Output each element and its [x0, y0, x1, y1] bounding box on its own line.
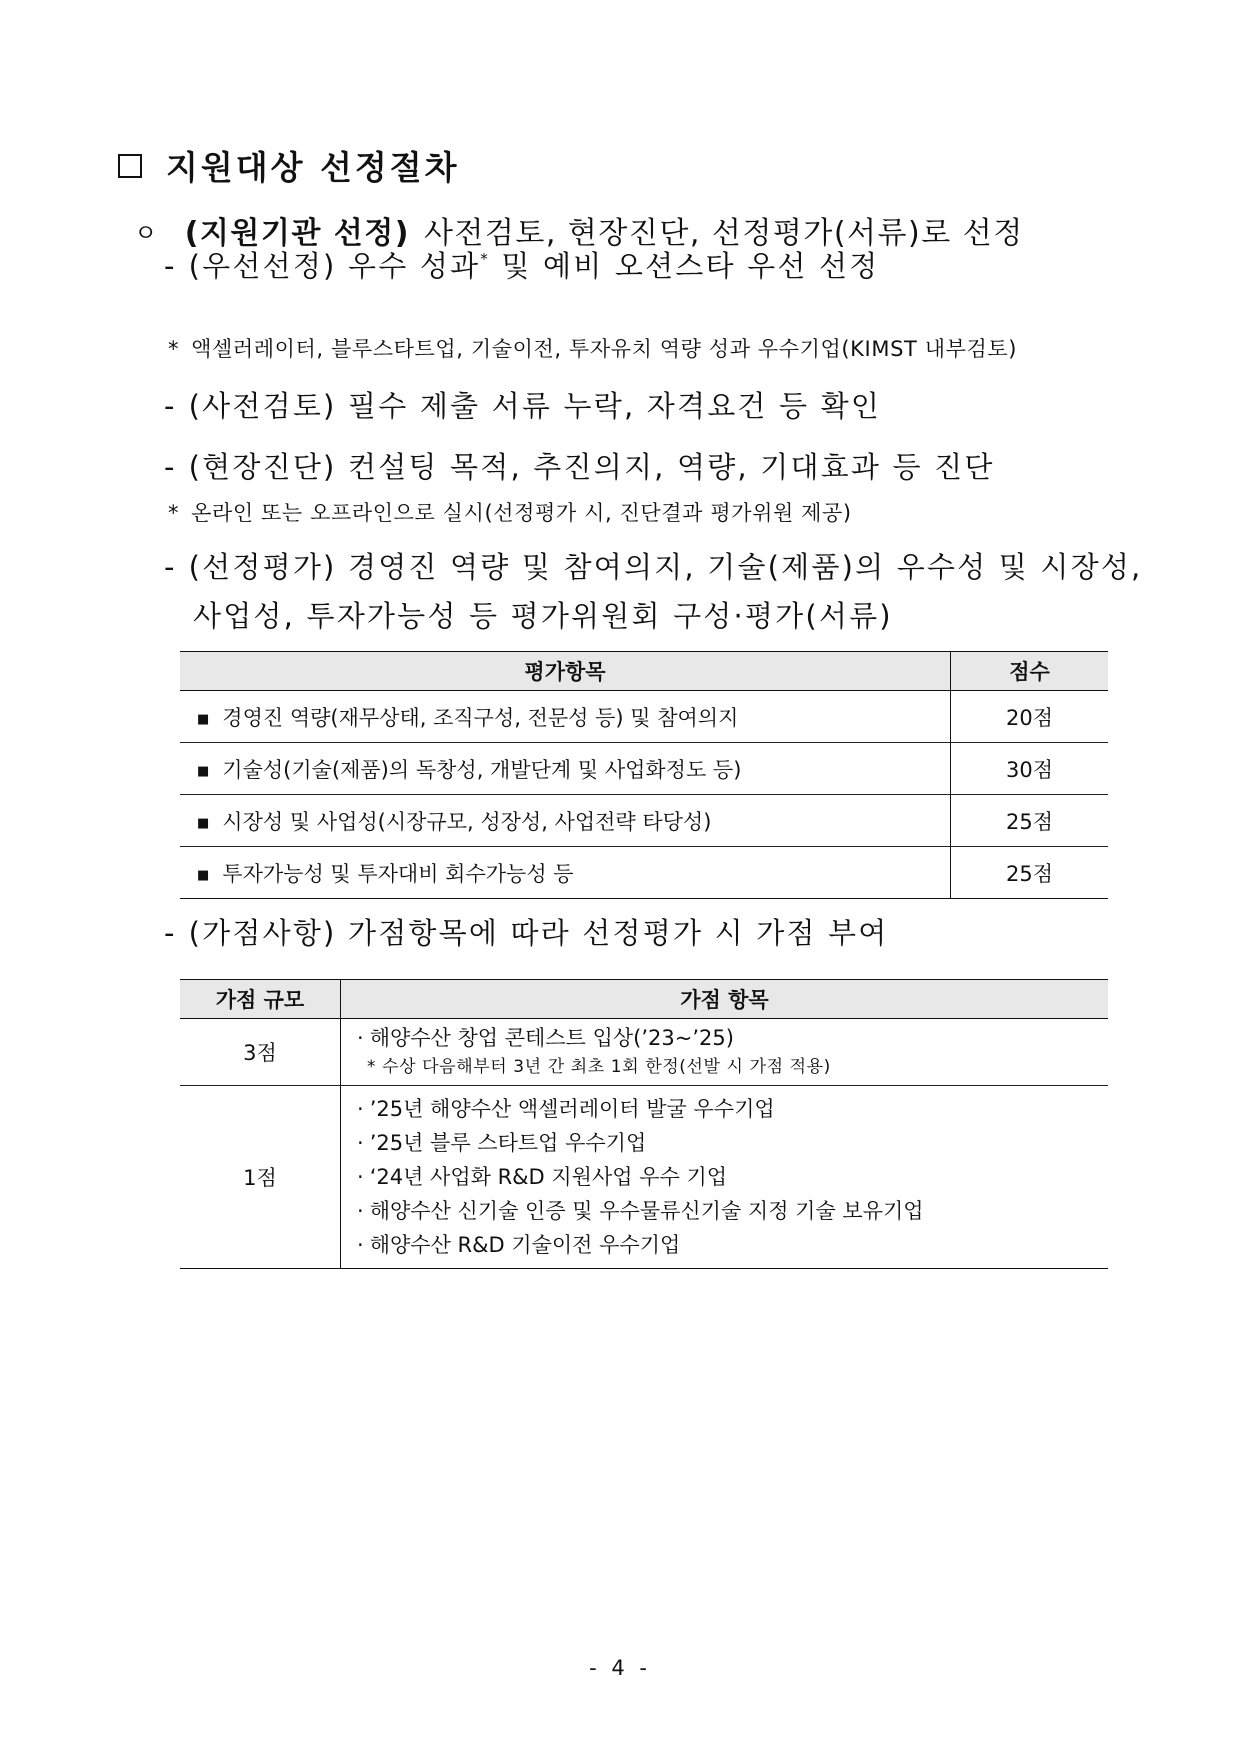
bonus-item: [357, 1126, 1108, 1160]
item-text: 사전검토, 현장진단, 선정평가(서류)로 선정: [423, 216, 1024, 251]
bonus-item: [357, 1160, 1108, 1194]
dash-item-evaluation-cont: 사업성, 투자가능성 등 평가위원회 구성·평가(서류): [193, 599, 893, 633]
eval-score-cell: 20점: [951, 691, 1109, 743]
circle-bullet-icon: ㅇ: [134, 218, 159, 247]
dot-bullet-icon: ·: [357, 1165, 364, 1189]
bonus-item-text: ’25년 블루 스타트업 우수기업: [369, 1131, 647, 1155]
dash-text: (선정평가) 경영진 역량 및 참여의지, 기술(제품)의 우수성 및 시장성,: [188, 550, 1143, 584]
eval-score-cell: 30점: [951, 743, 1109, 795]
bonus-item: [357, 1194, 1108, 1228]
dash-item-priority: [164, 244, 879, 285]
asterisk-mark: *: [168, 337, 180, 361]
dash-text: (현장진단) 컨설팅 목적, 추진의지, 역량, 기대효과 등 진단: [188, 450, 995, 484]
header-bonus-scale: 가점 규모: [180, 980, 341, 1019]
table-row: [180, 1019, 1108, 1086]
asterisk-mark: *: [168, 501, 180, 525]
dash-text-2: 및 예비 오션스타 우선 선정: [489, 249, 880, 283]
table-header-row: [180, 980, 1108, 1019]
header-score: 점수: [951, 652, 1109, 691]
square-bullet-icon: ■: [197, 711, 210, 727]
eval-item-text: 투자가능성 및 투자대비 회수가능성 등: [222, 861, 574, 886]
table-row: [180, 1086, 1108, 1269]
dash-mark: -: [164, 249, 177, 283]
dash-item-bonus: [164, 911, 889, 952]
eval-item-text: 기술성(기술(제품)의 독창성, 개발단계 및 사업화정도 등): [222, 757, 742, 782]
bonus-item-text: ‘24년 사업화 R&D 지원사업 우수 기업: [369, 1165, 728, 1189]
table-row: [180, 847, 1108, 899]
footnote-mark: *: [480, 250, 490, 268]
bonus-item: [357, 1228, 1108, 1262]
dash-mark: -: [164, 550, 177, 584]
bonus-item-text: 해양수산 창업 콘테스트 입상(’23~’25): [369, 1026, 734, 1050]
dash-item-prereview: [164, 384, 881, 425]
bonus-item: [357, 1092, 1108, 1126]
eval-score-cell: 25점: [951, 847, 1109, 899]
section-title: 지원대상 선정절차: [166, 148, 460, 187]
dash-text: (우선선정) 우수 성과: [188, 249, 481, 283]
bonus-items-cell: [341, 1086, 1109, 1269]
square-bullet-icon: ■: [197, 763, 210, 779]
dot-bullet-icon: ·: [357, 1233, 364, 1257]
eval-item-cell: [180, 795, 951, 847]
note-text: 온라인 또는 오프라인으로 실시(선정평가 시, 진단결과 평가위원 제공): [191, 501, 852, 525]
bonus-item-text: 해양수산 R&D 기술이전 우수기업: [369, 1233, 681, 1257]
dash-mark: -: [164, 450, 177, 484]
note-text: 액셀러레이터, 블루스타트업, 기술이전, 투자유치 역량 성과 우수기업(KIMST 내부검토): [191, 337, 1018, 361]
eval-item-cell: [180, 847, 951, 899]
bonus-item: [357, 1023, 1108, 1053]
evaluation-table: [180, 651, 1108, 899]
dot-bullet-icon: ·: [357, 1097, 364, 1121]
bonus-scale-cell: 1점: [180, 1086, 341, 1269]
bonus-items-cell: [341, 1019, 1109, 1086]
eval-item-text: 경영진 역량(재무상태, 조직구성, 전문성 등) 및 참여의지: [222, 705, 739, 730]
table-header-row: [180, 652, 1108, 691]
dot-bullet-icon: ·: [357, 1199, 364, 1223]
bonus-table: [180, 979, 1108, 1269]
eval-score-cell: 25점: [951, 795, 1109, 847]
note-priority: [168, 333, 1017, 363]
header-eval-item: 평가항목: [180, 652, 951, 691]
section-heading: [118, 142, 460, 189]
table-row: [180, 691, 1108, 743]
note-onsite: [168, 497, 852, 527]
table-row: [180, 795, 1108, 847]
eval-item-cell: [180, 743, 951, 795]
item-label: (지원기관 선정): [184, 216, 410, 251]
dash-text: (사전검토) 필수 제출 서류 누락, 자격요건 등 확인: [188, 389, 882, 423]
bonus-scale-cell: 3점: [180, 1019, 341, 1086]
dot-bullet-icon: ·: [357, 1131, 364, 1155]
dash-text: (가점사항) 가점항목에 따라 선정평가 시 가점 부여: [188, 916, 889, 950]
dash-item-onsite: [164, 445, 995, 486]
square-bullet-icon: ■: [197, 815, 210, 831]
page-number: - 4 -: [589, 1656, 651, 1680]
header-bonus-items: 가점 항목: [341, 980, 1109, 1019]
eval-item-cell: [180, 691, 951, 743]
dash-mark: -: [164, 389, 177, 423]
bonus-note: * 수상 다음해부터 3년 간 최초 1회 한정(선발 시 가점 적용): [367, 1057, 831, 1077]
empty-square-icon: [118, 154, 142, 178]
bonus-item-text: 해양수산 신기술 인증 및 우수물류신기술 지정 기술 보유기업: [369, 1199, 924, 1223]
bonus-item-text: ’25년 해양수산 액셀러레이터 발굴 우수기업: [369, 1097, 775, 1121]
dash-mark: -: [164, 916, 177, 950]
table-row: [180, 743, 1108, 795]
eval-item-text: 시장성 및 사업성(시장규모, 성장성, 사업전략 타당성): [222, 809, 712, 834]
dot-bullet-icon: ·: [357, 1026, 364, 1050]
square-bullet-icon: ■: [197, 867, 210, 883]
dash-item-evaluation: [164, 545, 1142, 586]
